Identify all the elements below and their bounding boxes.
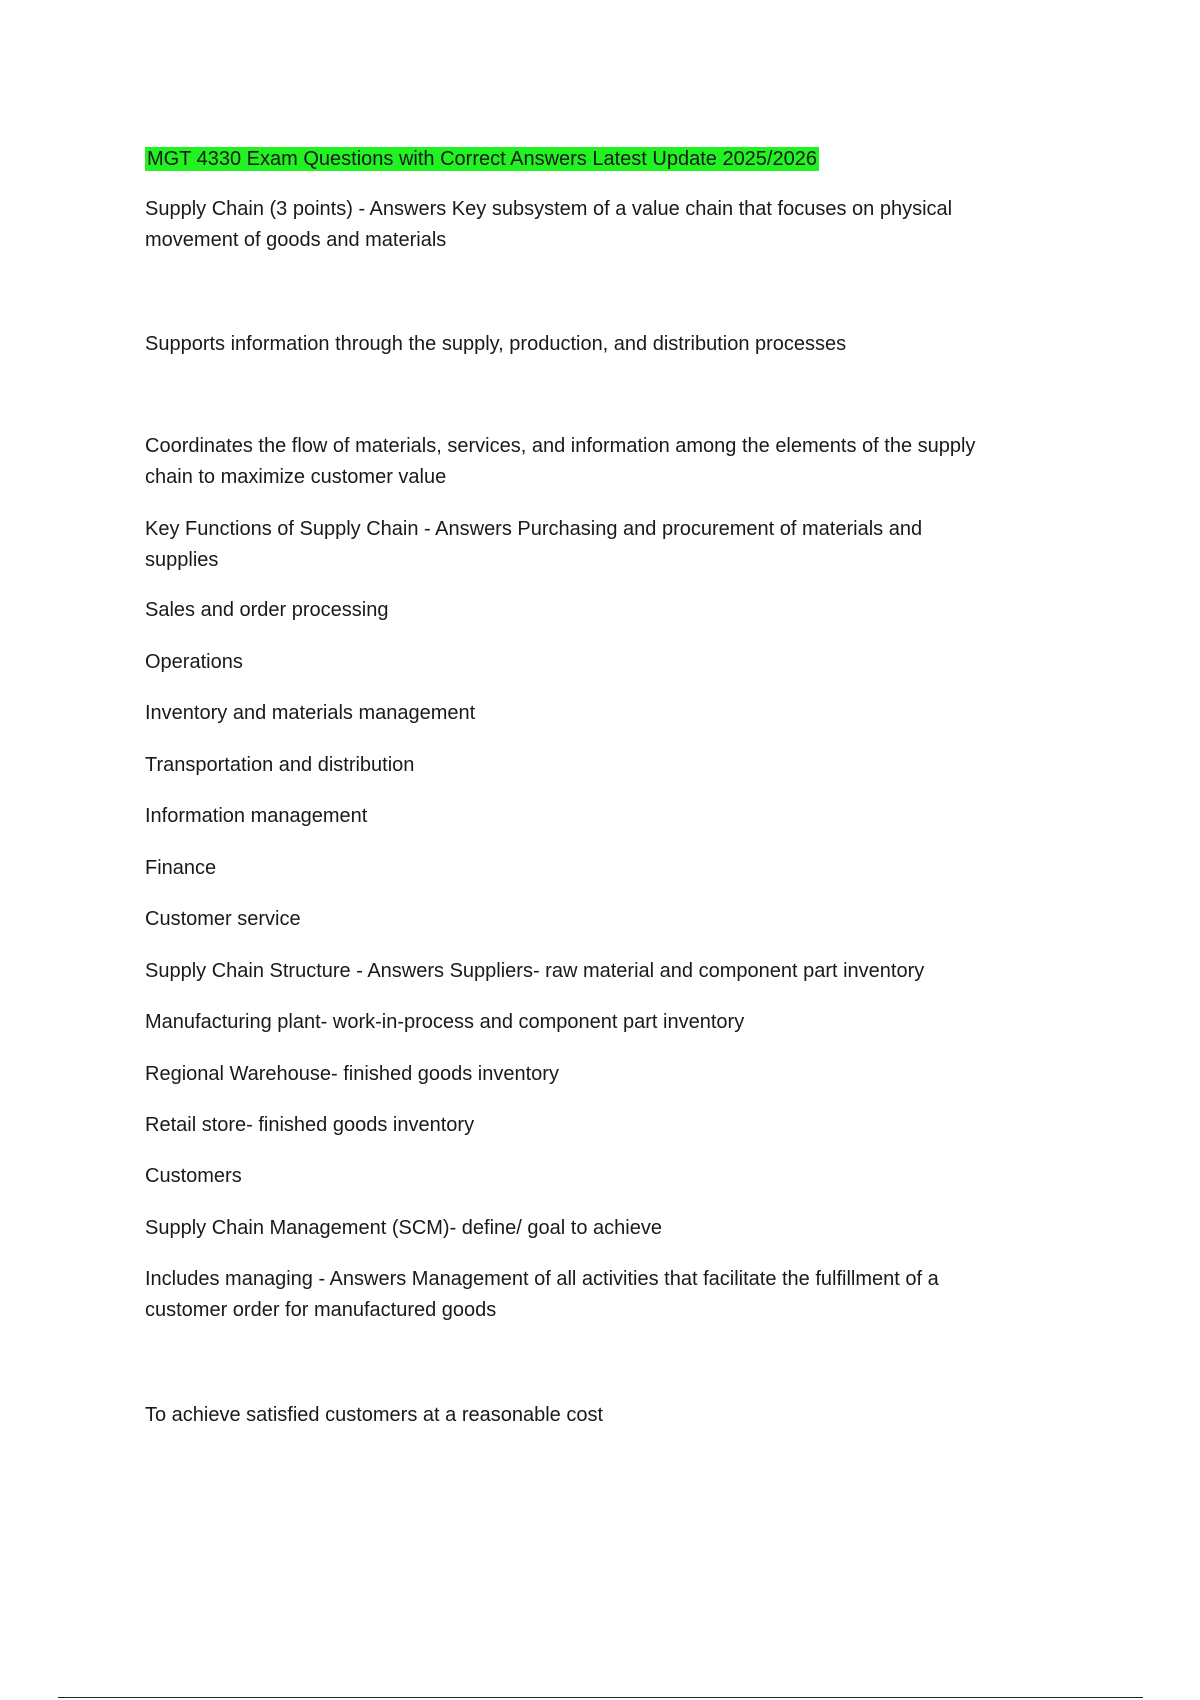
- list-item: Customers: [145, 1165, 242, 1187]
- list-item: Transportation and distribution: [145, 754, 415, 776]
- paragraph-achieve-goal: To achieve satisfied customers at a reasonable cost: [145, 1404, 604, 1426]
- paragraph-key-functions: Key Functions of Supply Chain - Answers Purchasing and procurement of materials and supplies: [145, 518, 923, 571]
- list-item: Customer service: [145, 908, 301, 930]
- paragraph-coordinates-flow: Coordinates the flow of materials, services, and information among the elements of the supply chain to maximize customer value: [145, 435, 976, 488]
- page-bottom-divider: [58, 1697, 1143, 1698]
- title-highlight: MGT 4330 Exam Questions with Correct Answers Latest Update 2025/2026: [147, 148, 817, 170]
- list-item: Sales and order processing: [145, 599, 389, 621]
- list-item: Information management: [145, 805, 368, 827]
- paragraph-scm-definition: Supply Chain Management (SCM)- define/ goal to achieve: [145, 1217, 662, 1239]
- list-item: Inventory and materials management: [145, 702, 476, 724]
- list-item: Operations: [145, 651, 243, 673]
- paragraph-includes-managing: Includes managing - Answers Management of all activities that facilitate the fulfillment of a customer order for manufactured goods: [145, 1268, 939, 1321]
- paragraph-supports-information: Supports information through the supply, production, and distribution processes: [145, 333, 847, 355]
- paragraph-supply-chain-structure: Supply Chain Structure - Answers Suppliers- raw material and component part inventory: [145, 960, 925, 982]
- list-item: Regional Warehouse- finished goods inventory: [145, 1063, 559, 1085]
- list-item: Finance: [145, 857, 217, 879]
- list-item: Manufacturing plant- work-in-process and component part inventory: [145, 1011, 745, 1033]
- document-title: [145, 146, 819, 172]
- list-item: Retail store- finished goods inventory: [145, 1114, 475, 1136]
- paragraph-supply-chain: Supply Chain (3 points) - Answers Key subsystem of a value chain that focuses on physical movement of goods and materials: [145, 198, 953, 251]
